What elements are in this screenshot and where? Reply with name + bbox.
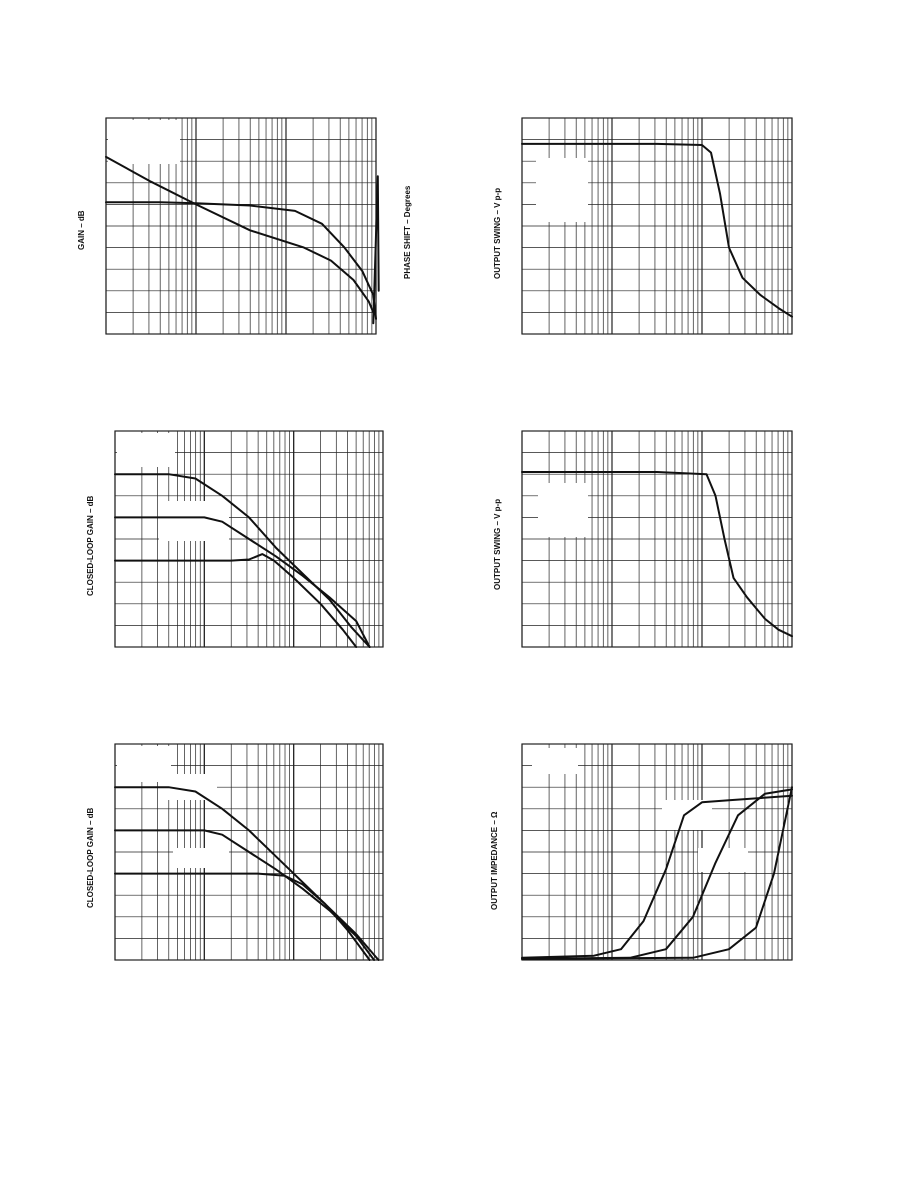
grid [522, 118, 792, 334]
label-mask [538, 483, 588, 537]
chart-closed-loop-gain-1 [115, 431, 383, 647]
series-line-1 [522, 796, 792, 958]
chart-closed-loop-gain-2 [115, 744, 383, 960]
series-line-2 [522, 789, 792, 959]
chart-output-swing-2 [522, 431, 792, 647]
label-mask [532, 748, 578, 774]
series-line-3 [522, 787, 792, 959]
label-mask [117, 746, 171, 782]
label-mask [173, 848, 229, 868]
y-axis-label-output-swing-2: OUTPUT SWING – V p-p [493, 498, 502, 590]
panel-closed-loop-gain-1 [115, 431, 383, 647]
chart-output-swing-1 [522, 118, 792, 334]
y-axis-label-output-swing-1: OUTPUT SWING – V p-p [493, 187, 502, 279]
panel-output-swing-1 [522, 118, 792, 334]
y-axis-label-gain: GAIN – dB [77, 210, 86, 250]
label-mask [536, 158, 588, 222]
y-axis-label-output-impedance: OUTPUT IMPEDANCE – Ω [490, 811, 499, 910]
label-mask [698, 848, 748, 872]
series-line-1 [106, 202, 376, 319]
y-axis-label-phase: PHASE SHIFT – Degrees [403, 185, 412, 279]
panel-output-impedance [522, 744, 792, 960]
panel-closed-loop-gain-2 [115, 744, 383, 960]
series-line-3 [115, 554, 356, 647]
label-mask [662, 800, 712, 830]
chart-output-impedance [522, 744, 792, 960]
label-mask [117, 433, 175, 467]
label-mask [167, 774, 217, 800]
grid [522, 744, 792, 960]
y-axis-label-closed-loop-gain-2: CLOSED-LOOP GAIN – dB [86, 807, 95, 908]
panel-output-swing-2 [522, 431, 792, 647]
chart-gain-phase [106, 118, 376, 334]
panel-gain-phase [106, 118, 376, 334]
grid [522, 431, 792, 647]
y-axis-label-closed-loop-gain-1: CLOSED-LOOP GAIN – dB [86, 495, 95, 596]
label-mask [108, 120, 180, 164]
